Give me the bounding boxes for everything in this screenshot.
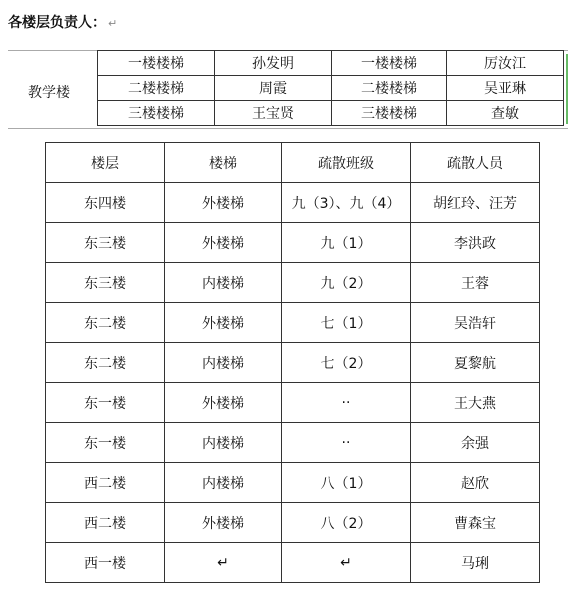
table-cell: 余强 [411, 423, 540, 463]
evacuation-table [45, 142, 540, 583]
table-row [46, 303, 540, 343]
table-cell: 查敏 [447, 101, 564, 126]
table-cell: 吴亚琳 [447, 76, 564, 101]
table-cell: ·· [282, 383, 411, 423]
table-cell: ↵ [165, 543, 282, 583]
table-cell: 三楼楼梯 [98, 101, 215, 126]
table-cell: 外楼梯 [165, 183, 282, 223]
table-cell: 八（2） [282, 503, 411, 543]
table-cell: 王宝贤 [215, 101, 332, 126]
table-cell: ↵ [282, 543, 411, 583]
table-row [98, 101, 564, 126]
table-row [98, 51, 564, 76]
table-cell: 三楼楼梯 [332, 101, 447, 126]
table-row [46, 383, 540, 423]
column-header: 疏散班级 [282, 143, 411, 183]
table-cell: 九（2） [282, 263, 411, 303]
table-cell: 东二楼 [46, 303, 165, 343]
table-cell: 曹森宝 [411, 503, 540, 543]
table-cell: 东二楼 [46, 343, 165, 383]
table-cell: 夏黎航 [411, 343, 540, 383]
table-cell: 周霞 [215, 76, 332, 101]
table-row [46, 263, 540, 303]
table-cell: 西一楼 [46, 543, 165, 583]
table-row [46, 343, 540, 383]
table-cell: 外楼梯 [165, 223, 282, 263]
table-row [98, 76, 564, 101]
table-cell: 东一楼 [46, 423, 165, 463]
stair-responsible-table [97, 50, 564, 126]
table-row [46, 503, 540, 543]
table-cell: 吴浩轩 [411, 303, 540, 343]
table-cell: ·· [282, 423, 411, 463]
column-header: 疏散人员 [411, 143, 540, 183]
table-cell: 内楼梯 [165, 463, 282, 503]
table-cell: 西二楼 [46, 463, 165, 503]
table-cell: 李洪政 [411, 223, 540, 263]
margin-marker [566, 54, 568, 124]
table-cell: 八（1） [282, 463, 411, 503]
building-label: 教学楼 [28, 85, 70, 101]
table-cell: 外楼梯 [165, 303, 282, 343]
bottom-divider [8, 128, 568, 129]
table-cell: 东一楼 [46, 383, 165, 423]
table-cell: 内楼梯 [165, 343, 282, 383]
table-cell: 厉汝江 [447, 51, 564, 76]
table-cell: 马琍 [411, 543, 540, 583]
table-row [46, 543, 540, 583]
table-cell: 一楼楼梯 [332, 51, 447, 76]
table-cell: 九（1） [282, 223, 411, 263]
table-cell: 赵欣 [411, 463, 540, 503]
table-cell: 外楼梯 [165, 503, 282, 543]
table-cell: 二楼楼梯 [332, 76, 447, 101]
column-header: 楼层 [46, 143, 165, 183]
table-cell: 外楼梯 [165, 383, 282, 423]
table-cell: 七（1） [282, 303, 411, 343]
table-row [46, 423, 540, 463]
table-cell: 王蓉 [411, 263, 540, 303]
column-header: 楼梯 [165, 143, 282, 183]
table-cell: 七（2） [282, 343, 411, 383]
table-cell: 二楼楼梯 [98, 76, 215, 101]
table-row [46, 463, 540, 503]
table-cell: 孙发明 [215, 51, 332, 76]
page-heading: 各楼层负责人： ↵ [8, 15, 118, 31]
table-cell: 内楼梯 [165, 423, 282, 463]
table-cell: 一楼楼梯 [98, 51, 215, 76]
table-row [46, 223, 540, 263]
table-cell: 东三楼 [46, 223, 165, 263]
table-header-row [46, 143, 540, 183]
table-cell: 西二楼 [46, 503, 165, 543]
table-cell: 东三楼 [46, 263, 165, 303]
table-cell: 胡红玲、汪芳 [411, 183, 540, 223]
table-cell: 九（3）、九（4） [282, 183, 411, 223]
table-cell: 王大燕 [411, 383, 540, 423]
table-row [46, 183, 540, 223]
table-cell: 内楼梯 [165, 263, 282, 303]
table-cell: 东四楼 [46, 183, 165, 223]
